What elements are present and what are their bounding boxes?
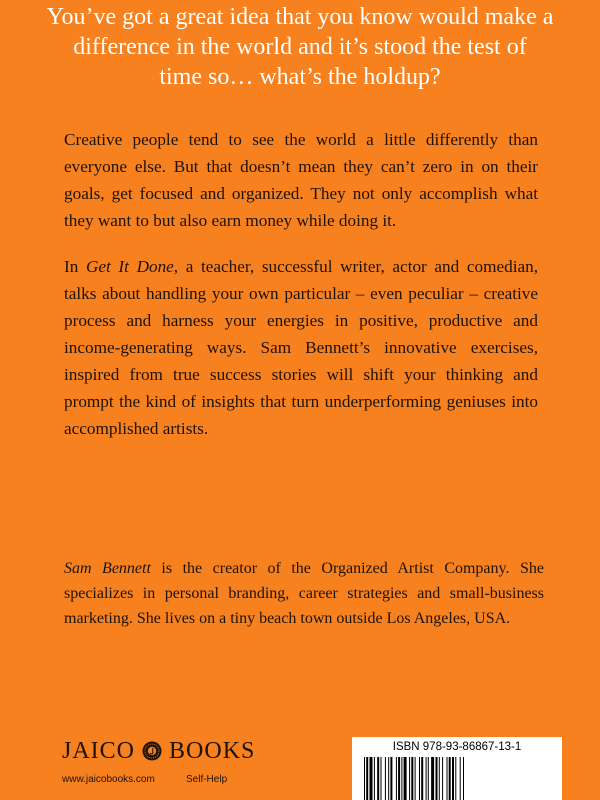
barcode-bars (362, 757, 552, 800)
book-title: Get It Done (85, 257, 174, 276)
intro-paragraph: Creative people tend to see the world a little differently than everyone else. But that doesn’t mean they can’t zero in on their goals, get focused and organized. They not only accomplish what they want to but also earn money while doing it. (64, 130, 538, 230)
isbn-barcode (352, 737, 562, 800)
description-prefix: In (64, 257, 86, 276)
author-bio (64, 556, 544, 631)
headline (40, 0, 560, 92)
publisher-logo (62, 738, 255, 764)
publisher-word-jaico: JAICO (62, 738, 136, 764)
book-description-paragraph (64, 253, 538, 442)
book-category: Self-Help (186, 774, 228, 785)
jaico-emblem-icon (142, 741, 162, 761)
headline-line-1: You’ve got a great idea that you know would make a (46, 4, 554, 30)
description-body: , a teacher, successful writer, actor and comedian, talks about handling your own particular – even peculiar – creative process and harness your energies in positive, productive and income-generating ways. Sam Bennett’s innovative exercises, inspired from true success stories will shift your thinking and prompt the kind of insights that turn underperforming geniuses into accomplished artists. (64, 257, 538, 438)
author-name: Sam Bennett (64, 560, 151, 577)
headline-line-cropped (40, 0, 560, 2)
headline-line-2: difference in the world and it’s stood the test of (73, 34, 527, 60)
headline-line-3: time so… what’s the holdup? (159, 64, 441, 90)
isbn-number: ISBN 978-93-86867-13-1 (392, 741, 522, 753)
author-bio-text: is the creator of the Organized Artist Company. She specializes in personal branding, career strategies and small-business marketing. She lives on a tiny beach town outside Los Angeles, USA. (64, 560, 544, 627)
publisher-word-books: BOOKS (169, 738, 256, 764)
publisher-website: www.jaicobooks.com (62, 774, 155, 785)
